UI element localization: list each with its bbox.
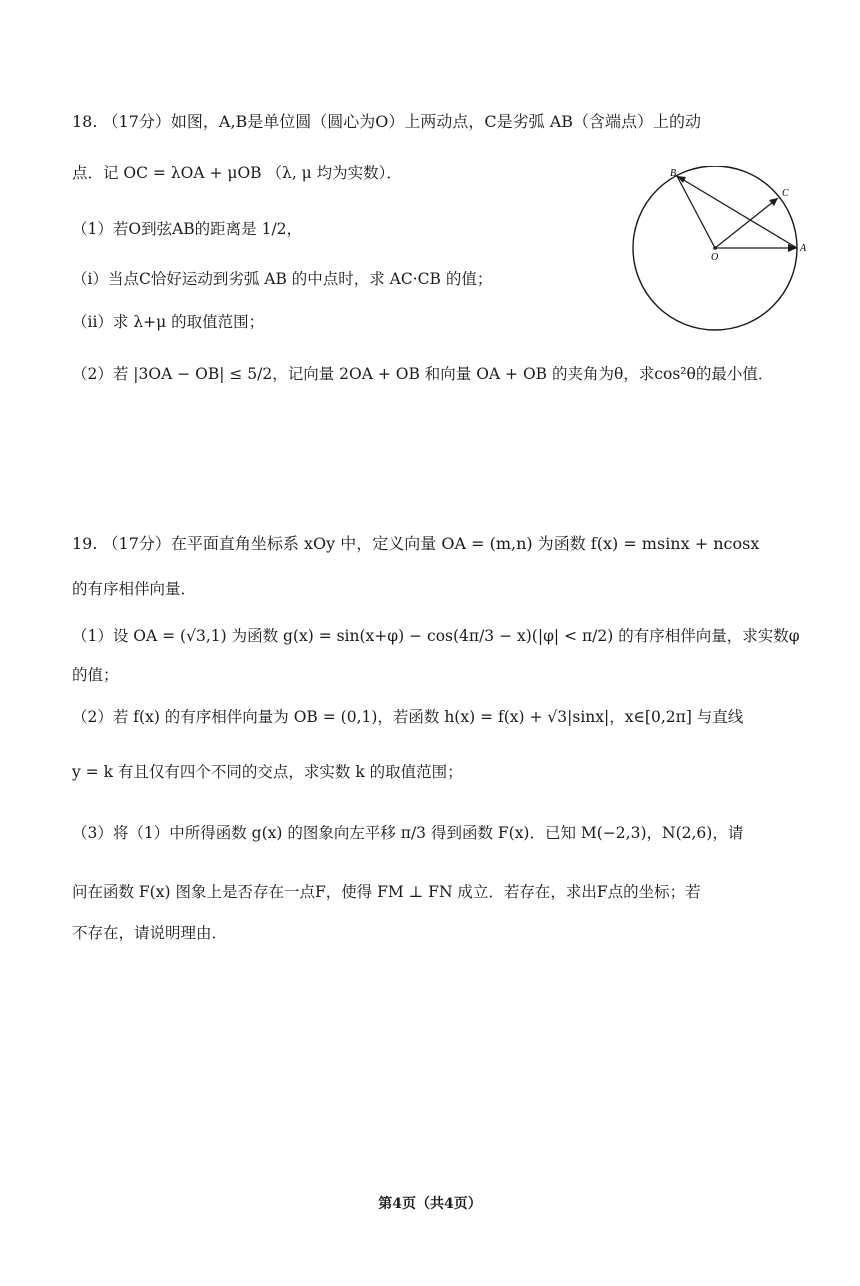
q19-line-2: 的有序相伴向量． — [72, 580, 197, 598]
q18-part-1: （1）若O到弦AB的距离是 1/2， — [72, 220, 303, 238]
unit-circle-figure — [628, 166, 810, 336]
q18-part-1-ii: （ii）求 λ+μ 的取值范围； — [72, 313, 265, 331]
page-footer: 第4页（共4页） — [378, 1196, 482, 1212]
q19-line-1: 19. （17分）在平面直角坐标系 xOy 中，定义向量 OA = (m,n) 为函数 f(x) = msinx + ncosx — [72, 534, 760, 553]
q19-part-2-a: （2）若 f(x) 的有序相伴向量为 OB = (0,1)，若函数 h(x) = f(x) + √3|sinx|，x∈[0,2π] 与直线 — [72, 708, 744, 726]
segment-OC — [715, 198, 778, 248]
chord-AB — [677, 176, 797, 248]
q19-part-2-b: y = k 有且仅有四个不同的交点，求实数 k 的取值范围； — [72, 763, 463, 781]
label-C: C — [782, 188, 789, 199]
q19-part-1-a: （1）设 OA = (√3,1) 为函数 g(x) = sin(x+φ) − cos(4π/3 − x)(|φ| < π/2) 的有序相伴向量，求实数φ — [72, 627, 800, 645]
q18-line-1: 18. （17分）如图，A,B是单位圆（圆心为O）上两动点，C是劣弧 AB（含端点）上的动 — [72, 112, 702, 131]
q18-part-1-i: （i）当点C恰好运动到劣弧 AB 的中点时，求 AC·CB 的值； — [72, 270, 493, 288]
label-O: O — [711, 252, 719, 263]
point-O — [713, 246, 717, 250]
label-B: B — [670, 168, 677, 179]
q19-part-3-c: 不存在，请说明理由． — [72, 924, 228, 942]
label-A: A — [800, 243, 807, 254]
q19-part-3-a: （3）将（1）中所得函数 g(x) 的图象向左平移 π/3 得到函数 F(x)．已知 M(−2,3)，N(2,6)，请 — [72, 824, 744, 842]
q18-part-2: （2）若 |3OA − OB| ≤ 5/2，记向量 2OA + OB 和向量 OA + OB 的夹角为θ，求cos²θ的最小值． — [72, 365, 774, 383]
q19-part-3-b: 问在函数 F(x) 图象上是否存在一点F，使得 FM ⊥ FN 成立．若存在，求出F点的坐标；若 — [72, 883, 701, 901]
q18-line-2: 点．记 OC = λOA + μOB （λ, μ 均为实数）． — [72, 164, 402, 182]
q19-part-1-b: 的值； — [72, 666, 119, 684]
